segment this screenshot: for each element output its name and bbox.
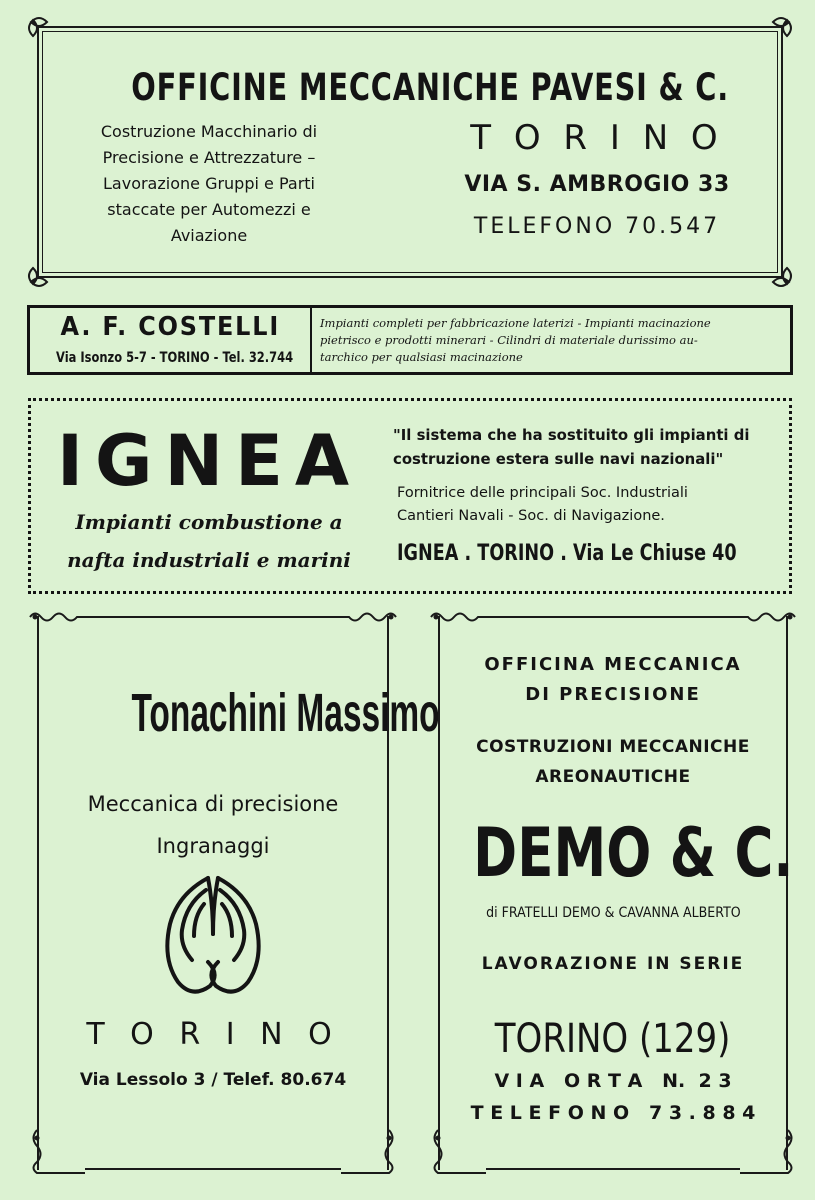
heading-line: DI PRECISIONE [525,684,701,705]
frame-bottom-line [486,1168,740,1170]
costelli-address-container [30,347,310,366]
tonachini-name-container [37,682,440,744]
scroll-ornament-icon [339,1128,399,1178]
ignea-info [397,482,792,528]
corner-ornament-icon [753,16,793,56]
ignea-tagline [39,503,379,579]
demo-heading1 [438,650,788,710]
description-line: Impianti completi per fabbricazione laterizi - Impianti macinazione [320,316,711,330]
tonachini-name: Tonachini Massimo [131,683,440,743]
costelli-name-container [30,312,310,342]
ad-tonachini [27,606,440,1180]
costelli-name: A. F. COSTELLI [60,312,280,342]
info-line: Fornitrice delle principali Soc. Industriali [397,485,688,501]
demo-company-container [428,814,798,893]
costelli-address: Via Isonzo 5-7 - TORINO - Tel. 32.744 [56,350,294,366]
tagline-line: Impianti combustione a [75,510,343,534]
info-line: Cantieri Navali - Soc. di Navigazione. [397,508,665,524]
costelli-description [320,315,790,366]
heading-line: COSTRUZIONI MECCANICHE [476,737,750,757]
demo-service: LAVORAZIONE IN SERIE [481,954,745,974]
costelli-brand-block [30,308,312,372]
tonachini-line2: Ingranaggi [156,834,270,858]
demo-city-container [428,1016,798,1062]
ignea-address-container [397,541,797,566]
quote-line: "Il sistema che ha sostituito gli impianti di [393,426,750,444]
demo-phone: T E L E F O N O 7 3 . 8 8 4 [470,1102,756,1124]
heading-line: OFFICINA MECCANICA [484,654,742,675]
tonachini-address: Via Lessolo 3 / Telef. 80.674 [79,1070,347,1090]
demo-address: V I A O R T A N. 2 3 [494,1070,732,1092]
description-line: pietrisco e prodotti minerari - Cilindri di materiale durissimo au- [320,333,698,347]
ignea-brand: IGNEA [57,420,362,502]
corner-ornament-icon [753,248,793,288]
frame-bottom-line [85,1168,341,1170]
demo-heading2 [438,732,788,792]
scroll-ornament-icon [428,608,488,626]
tonachini-line1: Meccanica di precisione [87,792,339,816]
ignea-address: IGNEA . TORINO . Via Le Chiuse 40 [397,541,737,566]
heading-line: AREONAUTICHE [535,767,691,787]
scroll-ornament-icon [428,1128,488,1178]
phone-label: TELEFONO 70.547 [473,214,721,239]
demo-city: TORINO (129) [495,1016,731,1062]
ornament-logo-icon [148,874,278,1004]
ad-demo [428,606,798,1180]
scroll-ornament-icon [738,608,798,626]
company-name: OFFICINE MECCANICHE PAVESI & C. [131,66,729,109]
ignea-quote [393,423,788,471]
address-label: VIA S. AMBROGIO 33 [464,172,730,197]
quote-line: costruzione estera sulle navi nazionali" [393,450,724,468]
scroll-ornament-icon [27,1128,87,1178]
description-line: Precisione e Attrezzature – [102,148,316,167]
description-line: Lavorazione Gruppi e Parti [103,174,315,193]
frame-top-line [486,616,740,618]
ad-pavesi [27,16,793,288]
city-label: T O R I N O [470,118,724,158]
tonachini-city: T O R I N O [86,1017,340,1052]
company-description [59,119,359,249]
company-name-container [47,66,773,109]
corner-ornament-icon [27,248,67,288]
ad-ignea [28,398,792,594]
demo-company: DEMO & C. [473,814,794,893]
scroll-ornament-icon [27,608,87,626]
frame-top-line [85,616,341,618]
description-line: staccate per Automezzi e [107,200,311,219]
scroll-ornament-icon [738,1128,798,1178]
ad-costelli [27,305,793,375]
corner-ornament-icon [27,16,67,56]
description-line: Costruzione Macchinario di [100,122,318,141]
scroll-ornament-icon [339,608,399,626]
demo-owners: di FRATELLI DEMO & CAVANNA ALBERTO [485,905,741,921]
tagline-line: nafta industriali e marini [67,548,351,572]
description-line: Aviazione [170,226,248,245]
demo-owners-container [428,902,798,921]
description-line: tarchico per qualsiasi macinazione [320,350,523,364]
